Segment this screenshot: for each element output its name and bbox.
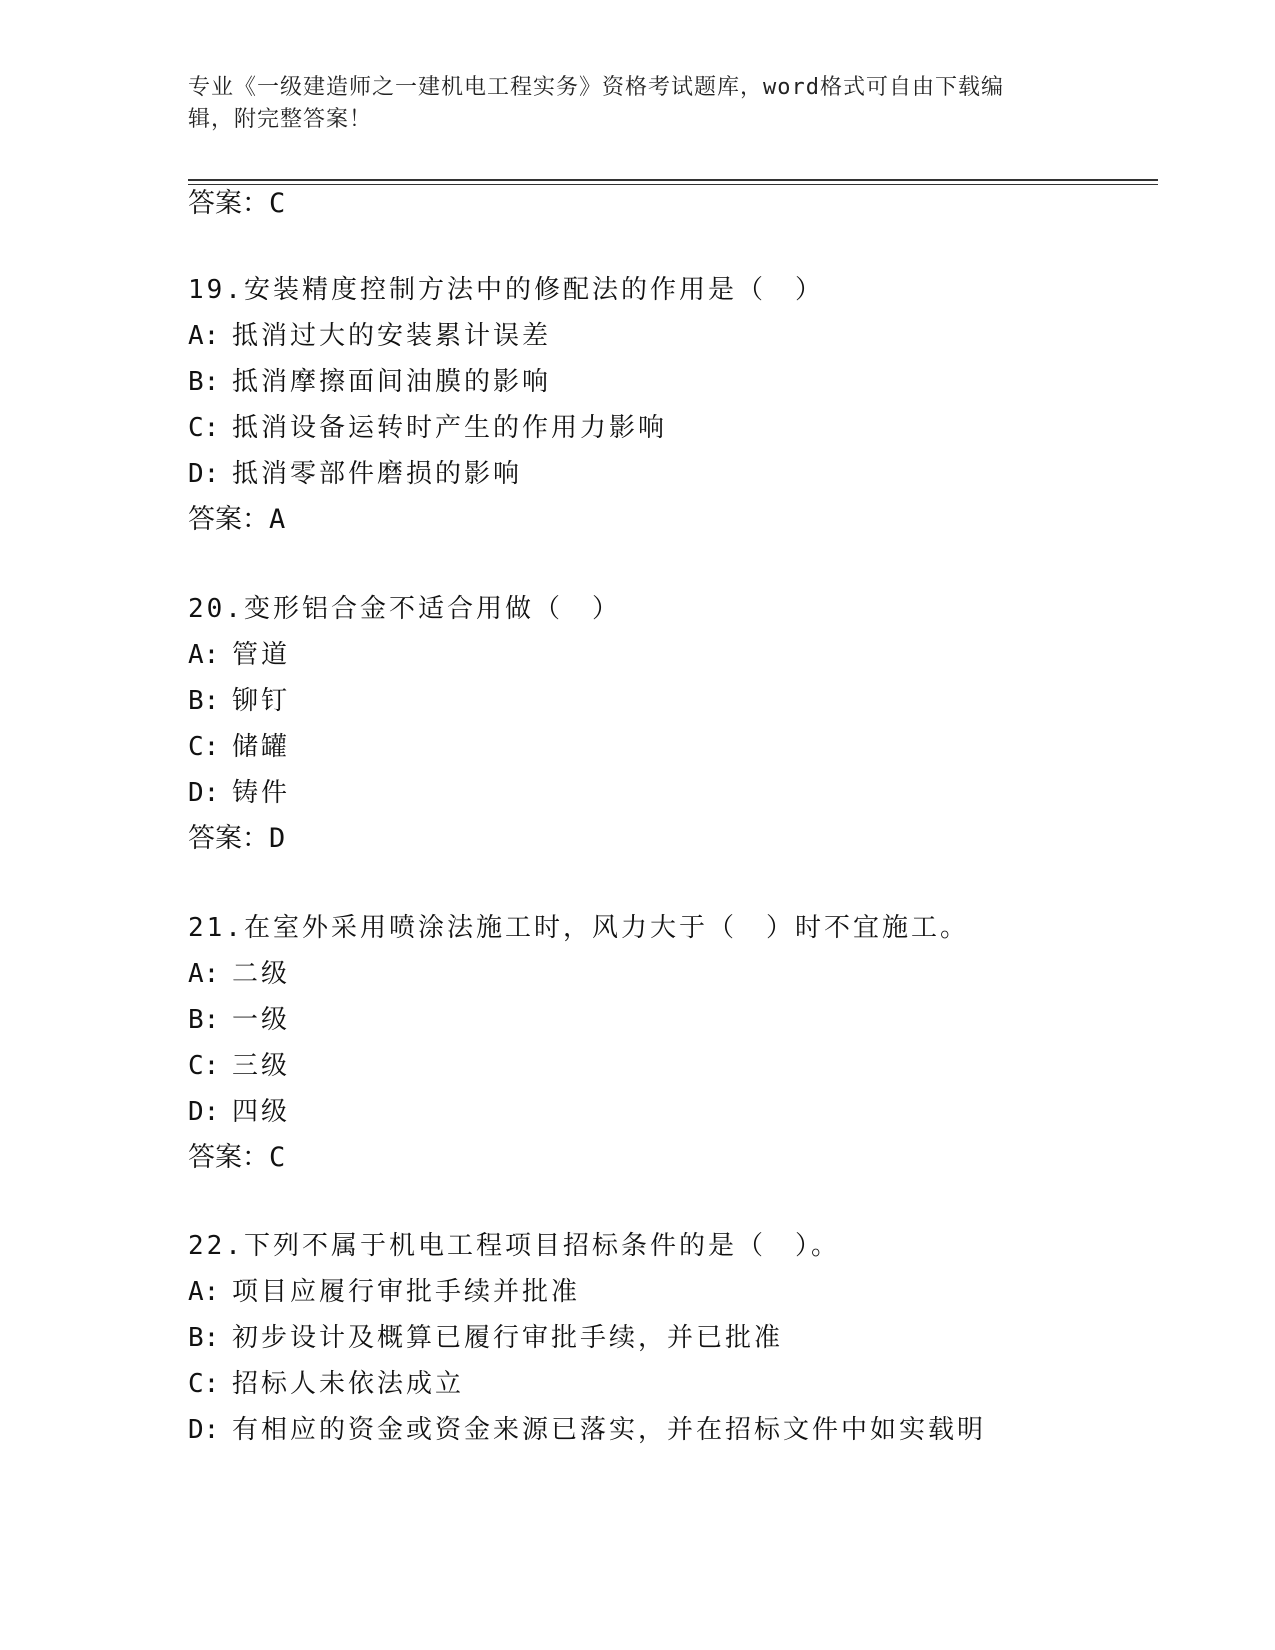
answer-value: C — [269, 188, 286, 219]
option-d — [188, 770, 1168, 816]
option-c — [188, 1043, 1168, 1089]
option-key: C: — [188, 732, 220, 762]
option-d — [188, 451, 1168, 497]
option-b — [188, 1315, 1168, 1361]
option-key: A: — [188, 321, 220, 351]
option-a — [188, 632, 1168, 678]
option-text: 抵消零部件磨损的影响 — [232, 459, 523, 489]
option-text: 有相应的资金或资金来源已落实，并在招标文件中如实载明 — [232, 1415, 987, 1445]
option-d — [188, 1089, 1168, 1135]
option-text: 管道 — [232, 640, 291, 670]
answer-line — [188, 497, 1168, 543]
option-text: 项目应履行审批手续并批准 — [232, 1277, 581, 1307]
header-divider-thin — [188, 184, 1158, 185]
option-text: 一级 — [232, 1005, 291, 1035]
answer-line — [188, 188, 285, 220]
option-key: D: — [188, 778, 220, 808]
option-text: 储罐 — [232, 732, 291, 762]
question-19 — [188, 267, 1168, 543]
option-key: C: — [188, 1051, 220, 1081]
question-20 — [188, 586, 1168, 862]
option-b — [188, 997, 1168, 1043]
option-b — [188, 678, 1168, 724]
header-line-2: 辑，附完整答案！ — [188, 107, 373, 132]
option-text: 抵消摩擦面间油膜的影响 — [232, 367, 552, 397]
option-d — [188, 1407, 1168, 1453]
answer-line — [188, 1135, 1168, 1181]
option-a — [188, 313, 1168, 359]
option-key: A: — [188, 959, 220, 989]
option-key: A: — [188, 1277, 220, 1307]
answer-label: 答案： — [188, 504, 269, 535]
document-header — [188, 72, 1068, 136]
option-key: B: — [188, 686, 220, 716]
option-c — [188, 1361, 1168, 1407]
header-line-1: 专业《一级建造师之一建机电工程实务》资格考试题库，word格式可自由下载编 — [188, 75, 1004, 100]
option-text: 初步设计及概算已履行审批手续，并已批准 — [232, 1323, 784, 1353]
question-stem: 20.变形铝合金不适合用做（ ） — [188, 594, 621, 624]
option-key: D: — [188, 1097, 220, 1127]
option-text: 招标人未依法成立 — [232, 1369, 465, 1399]
header-divider-thick — [188, 179, 1158, 181]
question-stem: 19.安装精度控制方法中的修配法的作用是（ ） — [188, 275, 824, 305]
option-c — [188, 724, 1168, 770]
option-text: 铸件 — [232, 778, 291, 808]
option-text: 抵消设备运转时产生的作用力影响 — [232, 413, 668, 443]
question-stem: 21.在室外采用喷涂法施工时，风力大于（ ）时不宜施工。 — [188, 913, 969, 943]
answer-value: D — [269, 823, 286, 854]
option-key: B: — [188, 1323, 220, 1353]
answer-label: 答案： — [188, 188, 269, 219]
option-c — [188, 405, 1168, 451]
question-stem: 22.下列不属于机电工程项目招标条件的是（ ）。 — [188, 1231, 840, 1261]
question-22 — [188, 1223, 1168, 1453]
option-a — [188, 951, 1168, 997]
option-b — [188, 359, 1168, 405]
option-key: C: — [188, 1369, 220, 1399]
answer-value: C — [269, 1142, 286, 1173]
option-text: 抵消过大的安装累计误差 — [232, 321, 552, 351]
option-key: B: — [188, 1005, 220, 1035]
option-a — [188, 1269, 1168, 1315]
option-key: A: — [188, 640, 220, 670]
option-text: 二级 — [232, 959, 291, 989]
option-text: 四级 — [232, 1097, 291, 1127]
option-text: 铆钉 — [232, 686, 291, 716]
answer-value: A — [269, 504, 286, 535]
question-21 — [188, 905, 1168, 1181]
option-key: D: — [188, 1415, 220, 1445]
option-text: 三级 — [232, 1051, 291, 1081]
option-key: B: — [188, 367, 220, 397]
answer-label: 答案： — [188, 823, 269, 854]
answer-line — [188, 816, 1168, 862]
option-key: C: — [188, 413, 220, 443]
option-key: D: — [188, 459, 220, 489]
answer-label: 答案： — [188, 1142, 269, 1173]
